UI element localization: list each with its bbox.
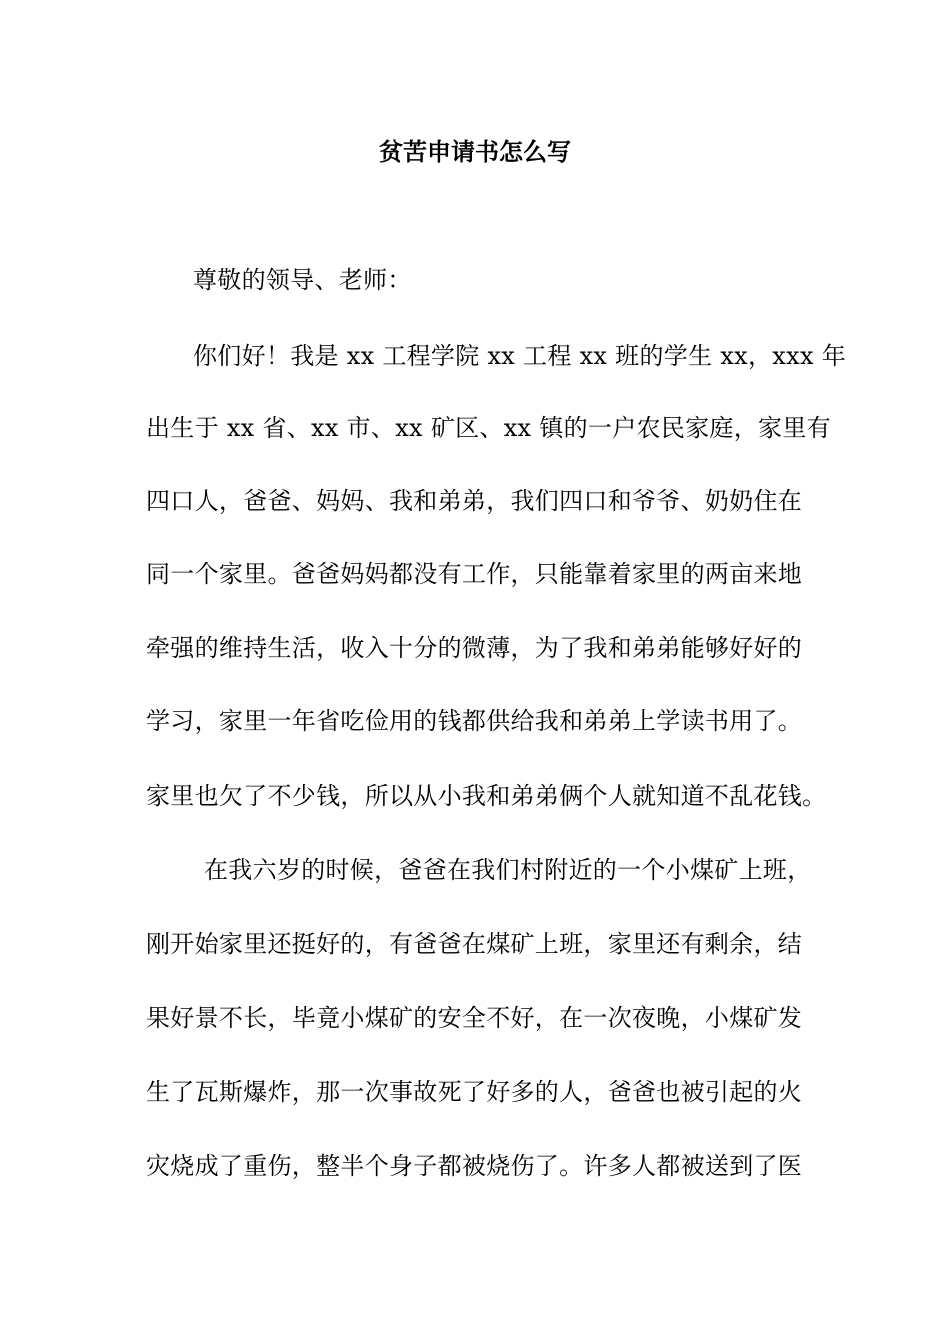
paragraph-line: 牵强的维持生活，收入十分的微薄，为了我和弟弟能够好好的 [146,634,803,662]
paragraph-line: 四口人，爸爸、妈妈、我和弟弟，我们四口和爷爷、奶奶住在 [146,487,803,515]
paragraph-line: 同一个家里。爸爸妈妈都没有工作，只能靠着家里的两亩来地 [146,560,803,588]
paragraph-line: 你们好！我是 xx 工程学院 xx 工程 xx 班的学生 xx，xxx 年 [193,342,847,370]
paragraph-line: 在我六岁的时候，爸爸在我们村附近的一个小煤矿上班， [204,856,812,884]
paragraph-line: 家里也欠了不少钱，所以从小我和弟弟俩个人就知道不乱花钱。 [146,782,827,810]
paragraph-line: 学习，家里一年省吃俭用的钱都供给我和弟弟上学读书用了。 [146,707,803,735]
paragraph-line: 刚开始家里还挺好的，有爸爸在煤矿上班，家里还有剩余，结 [146,930,803,958]
paragraph-line: 灾烧成了重伤，整半个身子都被烧伤了。许多人都被送到了医 [146,1152,803,1180]
document-title: 贫苦申请书怎么写 [379,137,571,166]
paragraph-line: 果好景不长，毕竟小煤矿的安全不好，在一次夜晚，小煤矿发 [146,1004,803,1032]
paragraph-line: 生了瓦斯爆炸，那一次事故死了好多的人，爸爸也被引起的火 [146,1078,803,1106]
salutation: 尊敬的领导、老师： [193,266,412,294]
paragraph-line: 出生于 xx 省、xx 市、xx 矿区、xx 镇的一户农民家庭，家里有 [146,414,831,442]
